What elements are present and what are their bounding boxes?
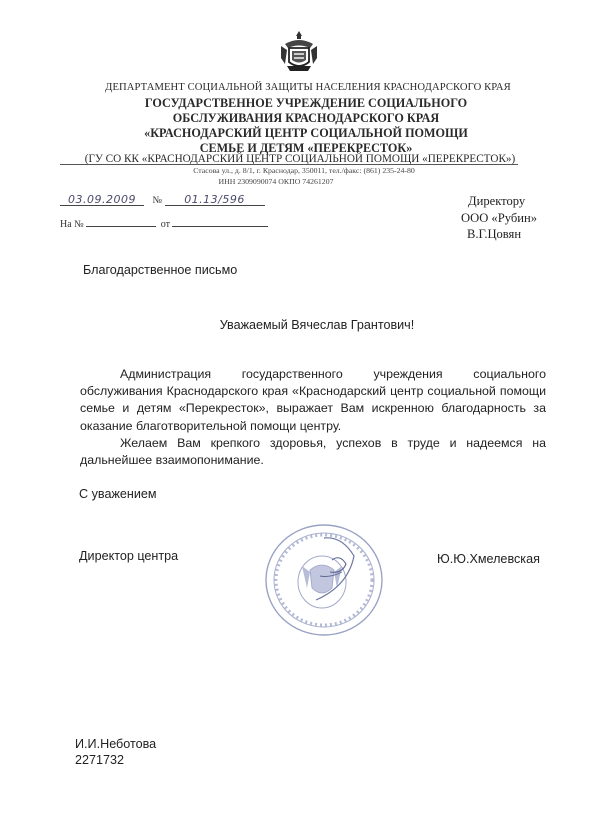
org-name-line-1: ГОСУДАРСТВЕННОЕ УЧРЕЖДЕНИЕ СОЦИАЛЬНОГО: [144, 96, 468, 110]
addressee-title: Директору: [468, 194, 526, 208]
executor-name: И.И.Неботова: [75, 737, 157, 751]
number-label: №: [152, 195, 163, 206]
salutation: Уважаемый Вячеслав Грантович!: [219, 318, 415, 332]
addressee-name: В.Г.Цовян: [467, 227, 522, 241]
org-address: Стасова ул., д. 8/1, г. Краснодар, 350011, тел./факс: (861) 235-24-80: [193, 166, 415, 175]
outgoing-number: 01.13/596: [184, 193, 245, 206]
department-name: ДЕПАРТАМЕНТ СОЦИАЛЬНОЙ ЗАЩИТЫ НАСЕЛЕНИЯ КРАСНОДАРСКОГО КРАЯ: [105, 82, 511, 93]
body-paragraph-1: Администрация государственного учреждения социального обслуживания Краснодарского края «Краснодарский центр социальной помощи семье и детям «Перекресток», выражает Вам искренною благодарность за оказание благотворительной помощи центру.: [80, 367, 546, 433]
signatory-role: Директор центра: [79, 549, 179, 563]
outgoing-date: 03.09.2009: [68, 193, 136, 206]
closing: С уважением: [79, 487, 157, 501]
letter-body: [80, 366, 546, 469]
org-name-line-4: СЕМЬЕ И ДЕТЯМ «ПЕРЕКРЕСТОК»: [199, 141, 413, 155]
org-inn-okpo: ИНН 2309090074 ОКПО 74261207: [218, 177, 334, 186]
org-name-line-3: «КРАСНОДАРСКИЙ ЦЕНТР СОЦИАЛЬНОЙ ПОМОЩИ: [144, 126, 468, 140]
addressee-company: ООО «Рубин»: [461, 211, 538, 225]
document-type: Благодарственное письмо: [83, 263, 238, 277]
signatory-name: Ю.Ю.Хмелевская: [437, 552, 540, 566]
official-seal-icon: [262, 518, 392, 638]
incoming-reference: [60, 214, 268, 230]
outgoing-registration: [60, 193, 265, 206]
executor-phone: 2271732: [75, 753, 125, 767]
from-label: от: [160, 219, 170, 230]
org-name-line-2: ОБСЛУЖИВАНИЯ КРАСНОДАРСКОГО КРАЯ: [172, 111, 440, 125]
header-divider: [60, 164, 518, 165]
coat-of-arms-icon: [275, 28, 323, 76]
body-paragraph-2: Желаем Вам крепкого здоровья, успехов в труде и надеемся на дальнейшее взаимопонимание.: [80, 435, 546, 468]
org-abbreviation: (ГУ СО КК «КРАСНОДАРСКИЙ ЦЕНТР СОЦИАЛЬНОЙ ПОМОЩИ «ПЕРЕКРЕСТОК»): [84, 153, 516, 165]
reference-label: На №: [60, 219, 84, 230]
